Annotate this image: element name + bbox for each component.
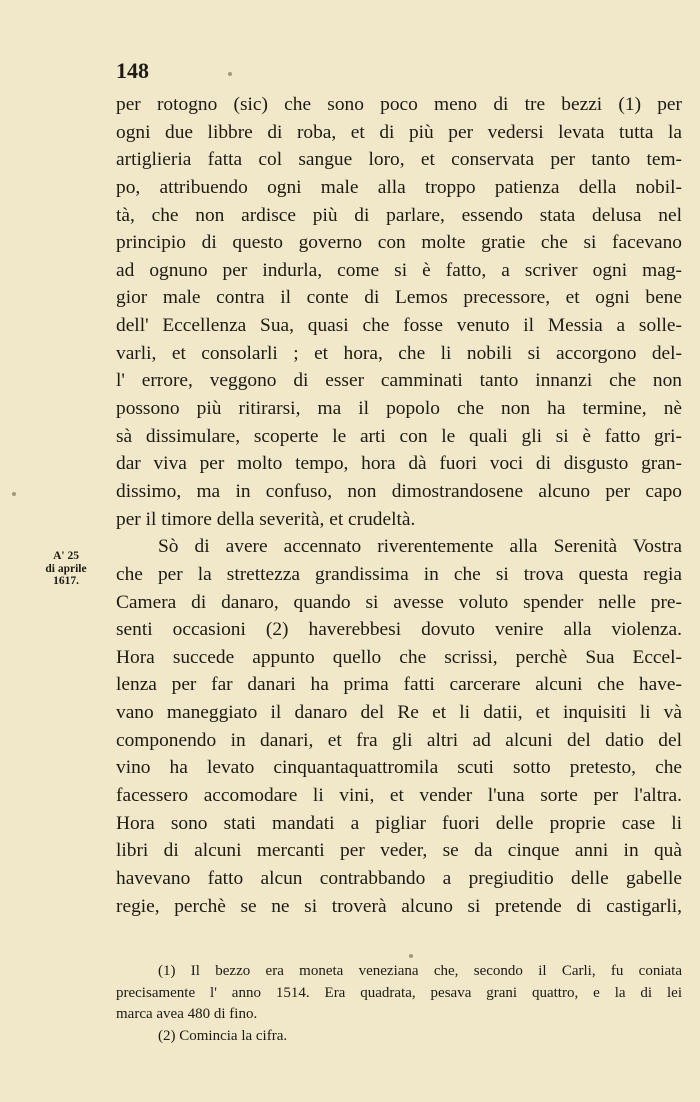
- text-line: lenza per far danari ha prima fatti carcerare alcuni che have-: [116, 674, 682, 696]
- footnotes: [116, 961, 682, 1047]
- text-line: l' errore, veggono di esser camminati tanto innanzi che non: [116, 370, 682, 392]
- text-line: Hora succede appunto quello che scrissi, perchè Sua Eccel-: [116, 646, 682, 668]
- text-line: facessero accomodare li vini, et vender l'una sorte per l'altra.: [116, 785, 682, 807]
- text-line: vino ha levato cinquantaquattromila scuti sotto pretesto, che: [116, 757, 682, 779]
- text-line: componendo in danari, et fra gli altri ad alcuni del datio del: [116, 729, 682, 751]
- paper-speck: [228, 72, 232, 76]
- text-line: Sò di avere accennato riverentemente alla Serenità Vostra: [158, 536, 682, 558]
- text-line: havevano fatto alcun contrabbando a pregiuditio delle gabelle: [116, 867, 682, 889]
- text-line: per il timore della severità, et crudeltà.: [116, 508, 416, 530]
- text-line: Camera di danaro, quando si avesse voluto spender nelle pre-: [116, 591, 682, 613]
- page-number: 148: [116, 58, 149, 83]
- text-line: dell' Eccellenza Sua, quasi che fosse venuto il Messia a solle-: [116, 315, 682, 337]
- text-line: regie, perchè se ne si troverà alcuno si pretende di castigarli,: [116, 895, 682, 917]
- footnote-line: marca avea 480 di fino.: [116, 1006, 258, 1022]
- text-line: artiglieria fatta col sangue loro, et conservata per tanto tem-: [116, 149, 682, 171]
- paper-speck: [12, 492, 16, 496]
- text-line: per rotogno (sic) che sono poco meno di tre bezzi (1) per: [116, 94, 682, 115]
- text-line: varli, et consolarli ; et hora, che li nobili si accorgono del-: [116, 342, 682, 364]
- margin-note-line: 1617.: [53, 575, 79, 587]
- text-line: senti occasioni (2) haverebbesi dovuto venire alla violenza.: [116, 619, 682, 641]
- footnote-line: (2) Comincia la cifra.: [158, 1027, 288, 1044]
- body-text: [116, 91, 682, 920]
- text-line: possono più ritirarsi, ma il popolo che non ha termine, nè: [116, 398, 682, 420]
- margin-note-line: di aprile: [45, 562, 87, 575]
- margin-note-line: A' 25: [53, 550, 79, 562]
- text-line: ad ognuno per indurla, come si è fatto, a scriver ogni mag-: [116, 259, 682, 281]
- footnote-line: precisamente l' anno 1514. Era quadrata, pesava grani quattro, e la di lei: [116, 984, 682, 1001]
- margin-date-note: [30, 550, 102, 588]
- text-line: sà dissimulare, scoperte le arti con le quali gli si è fatto gri-: [116, 425, 682, 447]
- text-line: libri di alcuni mercanti per veder, se da cinque anni in quà: [116, 840, 682, 862]
- paper-speck: [409, 954, 413, 958]
- text-line: che per la strettezza grandissima in che si trova questa regia: [116, 563, 682, 585]
- text-line: po, attribuendo ogni male alla troppo patienza della nobil-: [116, 176, 682, 198]
- text-line: Hora sono stati mandati a pigliar fuori delle proprie case li: [116, 812, 682, 834]
- text-line: dar viva per molto tempo, hora dà fuori voci di disgusto gran-: [116, 453, 682, 475]
- text-line: ogni due libbre di roba, et di più per vedersi levata tutta la: [116, 121, 682, 143]
- text-line: gior male contra il conte di Lemos precessore, et ogni bene: [116, 287, 682, 309]
- text-line: tà, che non ardisce più di parlare, essendo stata delusa nel: [116, 204, 682, 226]
- text-line: vano maneggiato il danaro del Re et li datii, et inquisiti li và: [116, 702, 682, 724]
- text-line: dissimo, ma in confuso, non dimostrandosene alcuno per capo: [116, 480, 682, 502]
- text-line: principio di questo governo con molte gratie che si facevano: [116, 232, 682, 254]
- footnote-line: (1) Il bezzo era moneta veneziana che, secondo il Carli, fu coniata: [158, 963, 682, 979]
